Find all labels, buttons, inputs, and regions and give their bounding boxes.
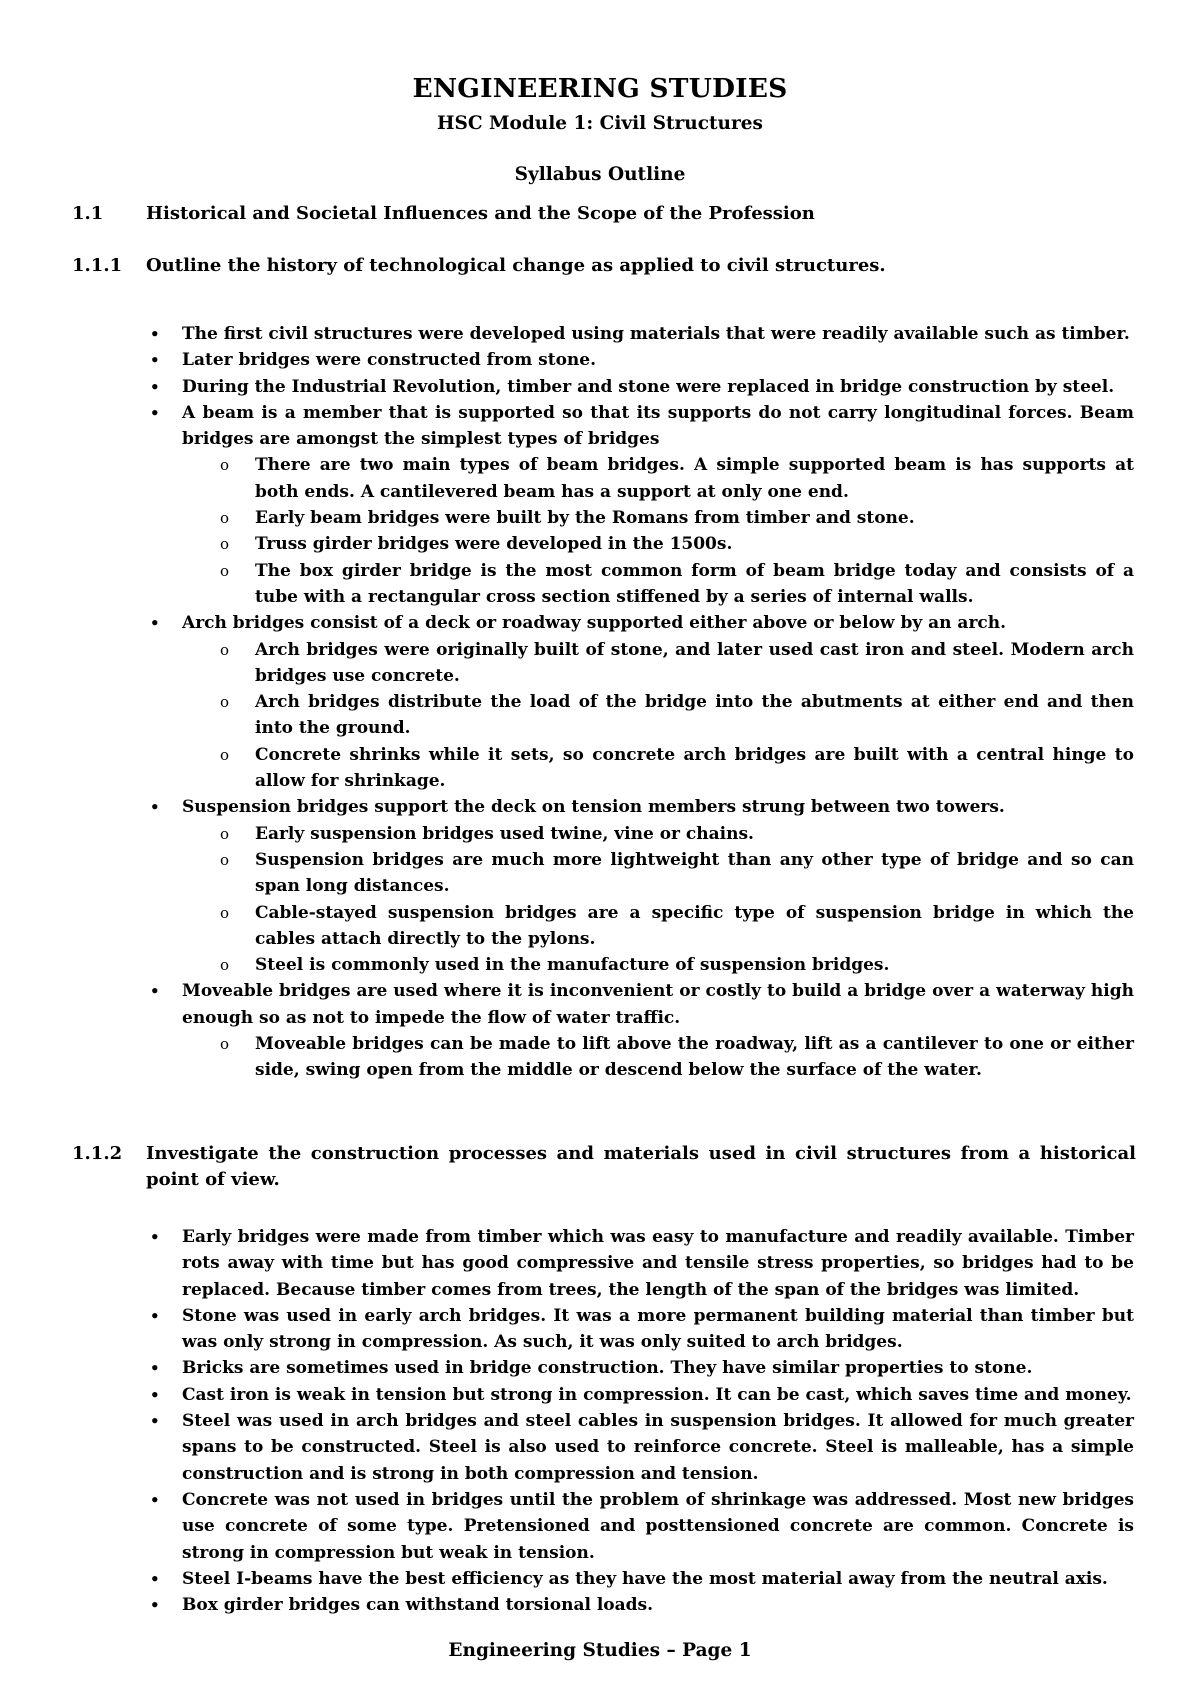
list-item-text: Concrete shrinks while it sets, so concrete arch bridges are built with a central hinge to allow for shrinkage. (255, 744, 1134, 792)
sub-bullet-icon: o (220, 903, 230, 922)
list-item (0, 1566, 1134, 1592)
sub-bullet-icon: o (220, 509, 230, 528)
sub-list-item (0, 900, 1134, 953)
sub-bullet-icon: o (220, 640, 230, 659)
bullet-icon: • (150, 1596, 160, 1615)
list-item-text: Arch bridges were originally built of stone, and later used cast iron and steel. Modern arch bridges use concrete. (255, 639, 1134, 686)
list-item-text: Later bridges were constructed from stone. (182, 350, 597, 371)
bullet-icon: • (150, 1569, 160, 1588)
list-item (0, 400, 1134, 453)
bullet-icon: • (150, 614, 160, 633)
list-item-text: Early beam bridges were built by the Romans from timber and stone. (255, 508, 915, 529)
bullet-icon: • (150, 377, 160, 396)
list-item-text: Cable-stayed suspension bridges are a specific type of suspension bridge in which the cables attach directly to the pylons. (255, 902, 1134, 949)
list-item-text: Concrete was not used in bridges until the problem of shrinkage was addressed. Most new bridges use concrete of some type. Pretensioned and posttensioned concrete are common. Concrete is strong in compression but weak in tension. (182, 1489, 1134, 1563)
list-item (0, 1303, 1134, 1356)
sub-list-item (0, 452, 1134, 505)
document-title: ENGINEERING STUDIES (412, 73, 788, 104)
sub-list-item (0, 742, 1134, 795)
sub-list-item (0, 821, 1134, 847)
bullet-icon: • (150, 325, 160, 343)
list-item (0, 1487, 1134, 1566)
list-item-text: Arch bridges consist of a deck or roadway supported either above or below by an arch. (182, 613, 1007, 634)
list-item-text: The first civil structures were developed using materials that were readily available such as timber. (182, 324, 1130, 344)
sub-list-item (0, 1031, 1134, 1084)
bullet-icon: • (150, 798, 160, 817)
syllabus-outline-heading: Syllabus Outline (514, 164, 686, 185)
list-item-text: Truss girder bridges were developed in the 1500s. (255, 534, 733, 555)
bullet-icon: • (150, 982, 160, 1001)
section-title: Historical and Societal Influences and the Scope of the Profession (146, 203, 815, 224)
sub-bullet-icon: o (220, 535, 230, 554)
sub-bullet-icon: o (220, 956, 230, 975)
sub-bullet-icon: o (220, 850, 230, 869)
list-item (0, 374, 1134, 400)
list-item-text: Suspension bridges are much more lightweight than any other type of bridge and so can span long distances. (255, 849, 1134, 897)
list-item-text: A beam is a member that is supported so that its supports do not carry longitudinal forces. Beam bridges are amongst the simplest types of bridges (182, 402, 1134, 450)
sub-bullet-icon: o (220, 561, 230, 580)
list-item (0, 1224, 1134, 1303)
list-item (0, 1592, 1134, 1618)
document-subtitle: HSC Module 1: Civil Structures (437, 113, 763, 134)
section-number: 1.1 (72, 203, 104, 224)
sub-list-item (0, 689, 1134, 742)
section-title: Outline the history of technological change as applied to civil structures. (146, 255, 886, 276)
list-item-text: Steel is commonly used in the manufacture of suspension bridges. (255, 955, 890, 976)
sub-list-item (0, 847, 1134, 900)
bullet-icon: • (150, 1359, 160, 1378)
sub-list-item (0, 531, 1134, 557)
list-item-text: Early bridges were made from timber which was easy to manufacture and readily available. Timber rots away with time but has good compressive and tensile stress properties, so bridges had to be replaced. Because timber comes from trees, the length of the span of the bridges was limited. (182, 1227, 1134, 1300)
list-item-text: Steel was used in arch bridges and steel cables in suspension bridges. It allowed for much greater spans to be constructed. Steel is also used to reinforce concrete. Steel is malleable, has a simple construction and is strong in both compression and tension. (182, 1411, 1134, 1484)
section-number: 1.1.1 (72, 255, 123, 276)
sub-list-item (0, 637, 1134, 690)
list-item (0, 321, 1134, 347)
sub-bullet-icon: o (220, 824, 230, 843)
bullet-icon: • (150, 403, 160, 422)
list-item-text: There are two main types of beam bridges. A simple supported beam is has supports at both ends. A cantilevered beam has a support at only one end. (255, 455, 1134, 502)
list-item-text: Box girder bridges can withstand torsional loads. (182, 1595, 654, 1616)
bullet-icon: • (150, 1385, 160, 1404)
bullet-icon: • (150, 1228, 160, 1246)
bullet-icon: • (150, 1412, 160, 1431)
list-item (0, 978, 1134, 1031)
bullet-icon: • (150, 1490, 160, 1509)
list-item-text: Steel I-beams have the best efficiency as they have the most material away from the neutral axis. (182, 1568, 1108, 1589)
list-item-text: Suspension bridges support the deck on tension members strung between two towers. (182, 797, 1005, 818)
list-item (0, 794, 1134, 820)
bullet-list-materials (0, 1224, 1200, 1618)
list-item (0, 1355, 1134, 1381)
sub-bullet-icon: o (220, 745, 230, 764)
sub-bullet-icon: o (220, 456, 230, 475)
list-item (0, 1382, 1134, 1408)
page-footer: Engineering Studies – Page 1 (448, 1640, 752, 1661)
sub-bullet-icon: o (220, 693, 230, 712)
list-item-text: Moveable bridges can be made to lift above the roadway, lift as a cantilever to one or either side, swing open from the middle or descend below the surface of the water. (255, 1034, 1134, 1081)
bullet-list-history (0, 321, 1200, 1084)
list-item-text: The box girder bridge is the most common form of beam bridge today and consists of a tube with a rectangular cross section stiffened by a series of internal walls. (255, 560, 1134, 607)
bullet-icon: • (150, 351, 160, 370)
bullet-icon: • (150, 1306, 160, 1325)
section-title: Investigate the construction processes and materials used in civil structures from a historical point of view. (146, 1143, 1136, 1190)
list-item (0, 610, 1134, 636)
list-item-text: Early suspension bridges used twine, vine or chains. (255, 823, 754, 844)
list-item-text: Cast iron is weak in tension but strong in compression. It can be cast, which saves time and money. (182, 1384, 1132, 1405)
section-number: 1.1.2 (72, 1143, 123, 1164)
list-item-text: Moveable bridges are used where it is inconvenient or costly to build a bridge over a waterway high enough so as not to impede the flow of water traffic. (182, 981, 1134, 1028)
sub-list-item (0, 505, 1134, 531)
list-item (0, 1408, 1134, 1487)
list-item-text: Bricks are sometimes used in bridge construction. They have similar properties to stone. (182, 1358, 1033, 1379)
list-item (0, 347, 1134, 373)
list-item-text: During the Industrial Revolution, timber and stone were replaced in bridge construction by steel. (182, 376, 1115, 397)
sub-bullet-icon: o (220, 1035, 230, 1054)
list-item-text: Arch bridges distribute the load of the bridge into the abutments at either end and then into the ground. (255, 692, 1134, 739)
list-item-text: Stone was used in early arch bridges. It was a more permanent building material than timber but was only strong in compression. As such, it was only suited to arch bridges. (182, 1305, 1134, 1353)
sub-list-item (0, 952, 1134, 978)
sub-list-item (0, 558, 1134, 611)
